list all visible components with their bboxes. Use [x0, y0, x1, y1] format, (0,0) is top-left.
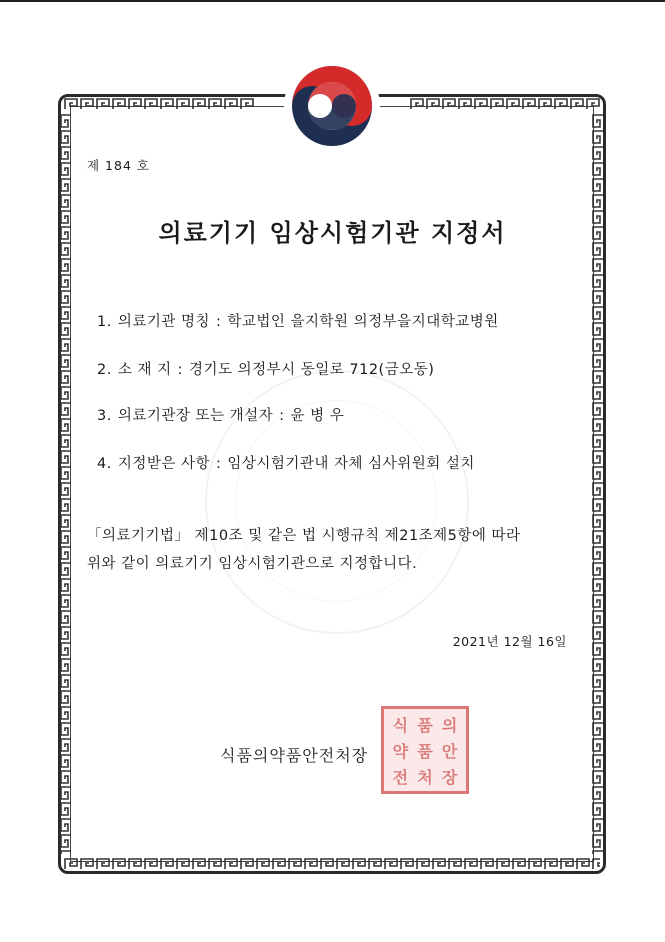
- item-value: 경기도 의정부시 동일로 712(금오동): [188, 362, 435, 378]
- item-separator: :: [216, 456, 222, 472]
- seal-char: 약: [392, 742, 409, 761]
- seal-char: 품: [417, 716, 433, 735]
- item-designation: [97, 452, 481, 473]
- item-value: 학교법인 을지학원 의정부을지대학교병원: [227, 314, 499, 330]
- item-separator: :: [279, 408, 285, 424]
- top-edge-line: [0, 0, 665, 2]
- body-line-2: 위와 같이 의료기기 임상시험기관으로 지정합니다.: [87, 556, 418, 572]
- item-label: 의료기관장 또는 개설자: [117, 408, 274, 424]
- item-address: [97, 358, 440, 379]
- frame-pattern-top-right: [410, 98, 600, 110]
- page-title: 의료기기 임상시험기관 지정서: [158, 219, 507, 247]
- seal-char: 식: [392, 716, 409, 735]
- seal-char: 장: [441, 768, 458, 787]
- item-label: 의료기관 명칭: [117, 314, 210, 330]
- item-institution-name: [97, 310, 505, 331]
- seal-char: 품: [417, 742, 433, 761]
- item-value: 임상시험기관내 자체 심사위원회 설치: [227, 456, 475, 472]
- body-line-1: 「의료기기법」 제10조 및 같은 법 시행규칙 제21조제5항에 따라: [87, 528, 521, 544]
- issue-date: 2021년 12월 16일: [452, 634, 567, 649]
- item-label: 소 재 지: [117, 362, 172, 378]
- item-index: 4.: [97, 456, 112, 472]
- item-label: 지정받은 사항: [117, 456, 210, 472]
- item-index: 1.: [97, 314, 112, 330]
- item-separator: :: [216, 314, 222, 330]
- seal-char: 전: [392, 768, 409, 787]
- item-index: 2.: [97, 362, 112, 378]
- taegeuk-emblem-icon: [284, 58, 380, 154]
- certificate-number: 제 184 호: [87, 158, 150, 173]
- issuer-name: 식품의약품안전처장: [220, 746, 369, 765]
- seal-char: 처: [417, 768, 433, 787]
- frame-pattern-top-left: [64, 98, 254, 110]
- frame-pattern-bottom: [64, 858, 600, 870]
- seal-char: 의: [441, 716, 458, 735]
- item-director: [97, 404, 350, 425]
- seal-char: 안: [441, 742, 458, 761]
- item-value: 윤 병 우: [290, 408, 345, 424]
- item-separator: :: [177, 362, 183, 378]
- item-index: 3.: [97, 408, 112, 424]
- official-seal-icon: [381, 706, 469, 794]
